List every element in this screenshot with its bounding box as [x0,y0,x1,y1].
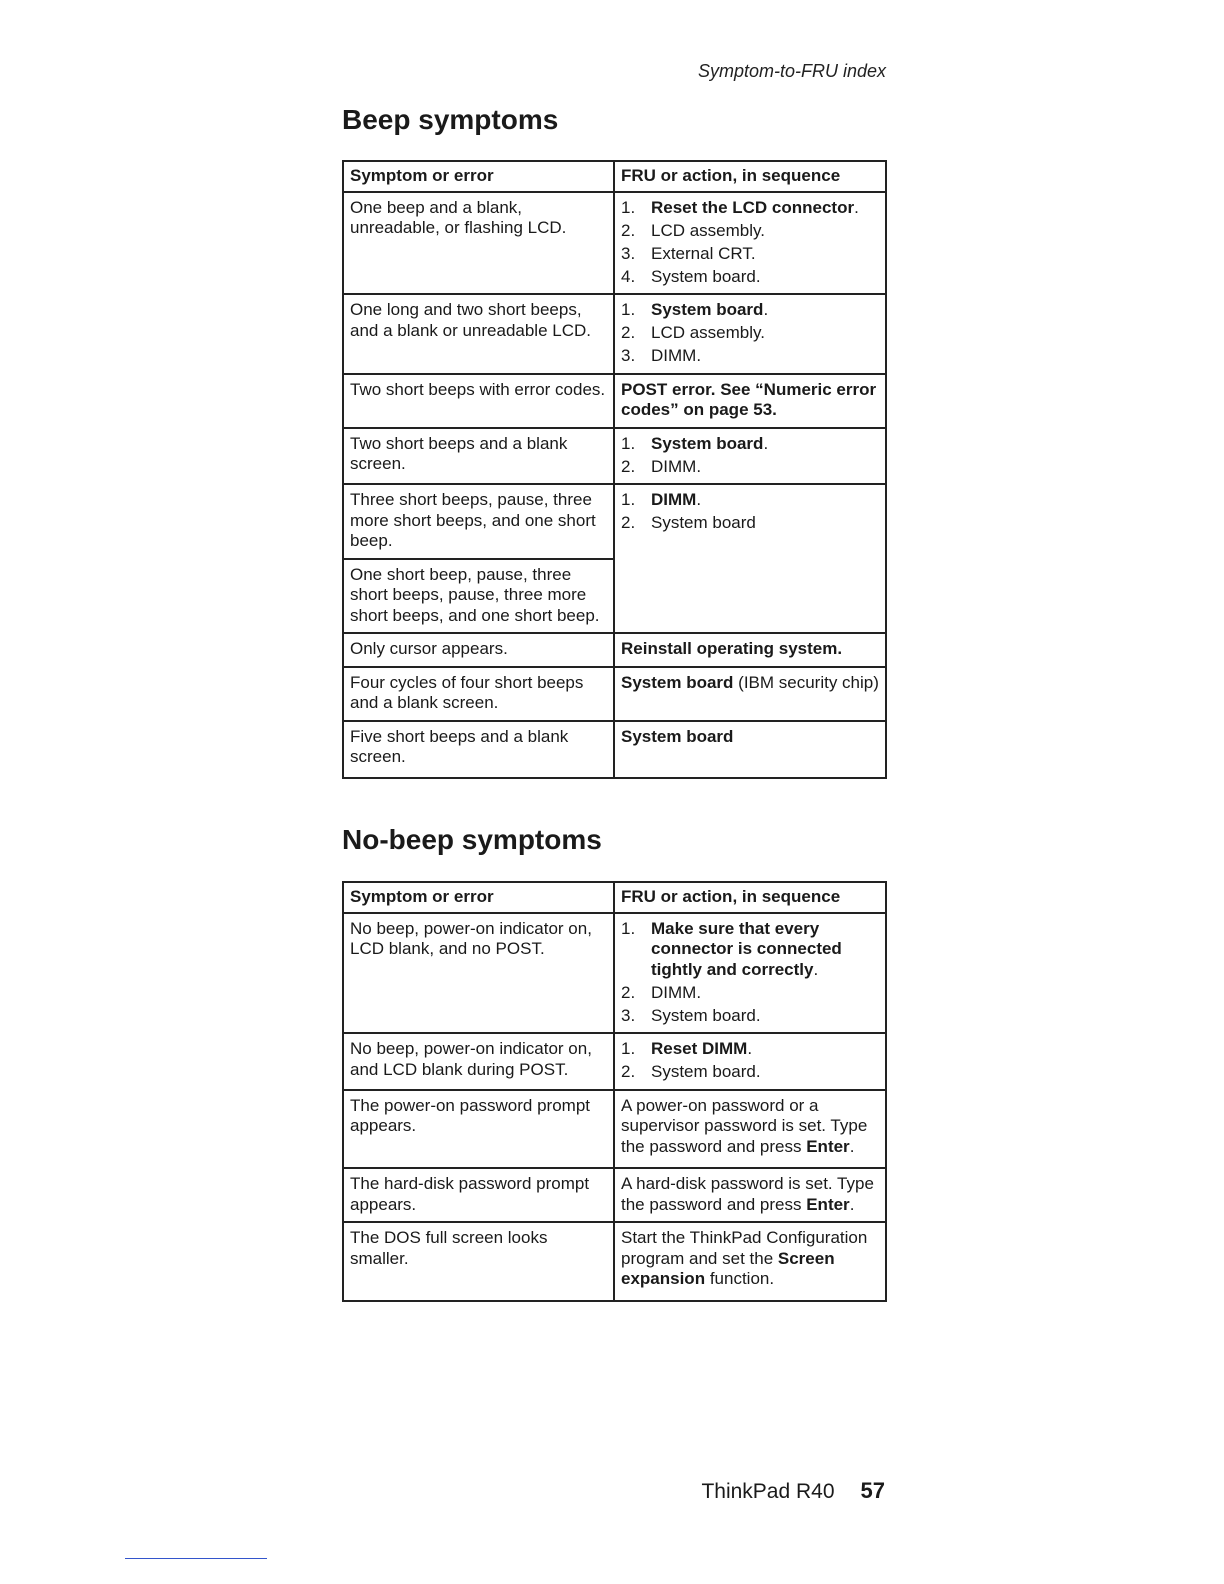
symptom-cell: One long and two short beeps, and a blank or unreadable LCD. [343,294,614,374]
fru-step: 2. System board [621,513,756,532]
fru-step: 2. LCD assembly. [621,323,765,342]
fru-cell: A power-on password or a supervisor password is set. Type the password and press Enter. [614,1090,886,1169]
table-row [343,192,886,295]
symptom-cell: Five short beeps and a blank screen. [343,721,614,778]
running-head: Symptom-to-FRU index [697,61,886,81]
symptom-cell: The DOS full screen looks smaller. [343,1222,614,1301]
fru-step: 1. Reset DIMM. [621,1039,753,1058]
fru-step: 1. System board. [621,433,769,453]
fru-step: 2. DIMM. [621,456,702,476]
fru-cell [614,484,886,633]
symptom-cell: Four cycles of four short beeps and a blank screen. [343,667,614,721]
fru-cell: Reinstall operating system. [614,633,886,667]
table-row [343,1033,886,1090]
symptom-cell: No beep, power-on indicator on, and LCD blank during POST. [343,1033,614,1090]
symptom-cell: Only cursor appears. [343,633,614,667]
fru-cell [614,192,886,295]
fru-cell: Start the ThinkPad Configuration program and set the Screen expansion function. [614,1222,886,1301]
symptom-cell: One beep and a blank, unreadable, or flashing LCD. [343,192,614,295]
table-header-row [343,161,886,192]
section-title-beep: Beep symptoms [342,104,559,135]
fru-cell [614,913,886,1034]
symptom-cell: The power-on password prompt appears. [343,1090,614,1169]
fru-cell [614,428,886,485]
table-row [343,374,886,428]
symptom-cell: The hard-disk password prompt appears. [343,1168,614,1222]
fru-steps [621,490,879,534]
table-row [343,294,886,374]
table-row [343,633,886,667]
table-row [343,1090,886,1169]
column-header-fru: FRU or action, in sequence [614,882,886,913]
column-header-symptom: Symptom or error [343,882,614,913]
symptom-cell: Two short beeps with error codes. [343,374,614,428]
table-row [343,1168,886,1222]
fru-steps [621,300,879,367]
symptom-cell: No beep, power-on indicator on, LCD blank, and no POST. [343,913,614,1034]
fru-step: 1. Reset the LCD connector. [621,197,859,217]
fru-steps [621,919,879,1027]
column-header-fru: FRU or action, in sequence [614,161,886,192]
symptom-cell: Three short beeps, pause, three more short beeps, and one short beep. [343,484,614,559]
fru-step: 1. System board. [621,300,769,319]
fru-cell: A hard-disk password is set. Type the password and press Enter. [614,1168,886,1222]
nobeep-symptoms-table [342,881,887,1302]
section-title-nobeep: No-beep symptoms [342,824,602,855]
footnote-rule [125,1558,267,1559]
fru-step: 1. Make sure that every connector is connected tightly and correctly. [621,918,842,979]
table-row [343,667,886,721]
table-row [343,428,886,485]
fru-cell [614,294,886,374]
footer-product: ThinkPad R40 [701,1480,835,1503]
beep-symptoms-table [342,160,887,779]
symptom-cell: One short beep, pause, three short beeps, pause, three more short beeps, and one short beep. [343,559,614,634]
fru-step: 2. System board. [621,1062,761,1081]
fru-cell [614,1033,886,1090]
table-row [343,721,886,778]
fru-step: 3. System board. [621,1005,761,1025]
fru-step: 3. External CRT. [621,243,756,263]
page-number: 57 [860,1478,885,1503]
table-row [343,1222,886,1301]
fru-step: 4. System board. [621,266,761,286]
symptom-cell: Two short beeps and a blank screen. [343,428,614,485]
table-row [343,913,886,1034]
fru-cell: POST error. See “Numeric error codes” on page 53. [614,374,886,428]
fru-steps [621,434,879,478]
table-row [343,484,886,559]
fru-step: 2. LCD assembly. [621,220,765,240]
fru-cell: System board [614,721,886,778]
fru-step: 2. DIMM. [621,982,702,1002]
fru-steps [621,198,879,288]
table-header-row [343,882,886,913]
column-header-symptom: Symptom or error [343,161,614,192]
page-footer [701,1478,885,1504]
fru-steps [621,1039,879,1083]
fru-cell: System board (IBM security chip) [614,667,886,721]
fru-step: 1. DIMM. [621,490,702,509]
fru-step: 3. DIMM. [621,346,702,365]
